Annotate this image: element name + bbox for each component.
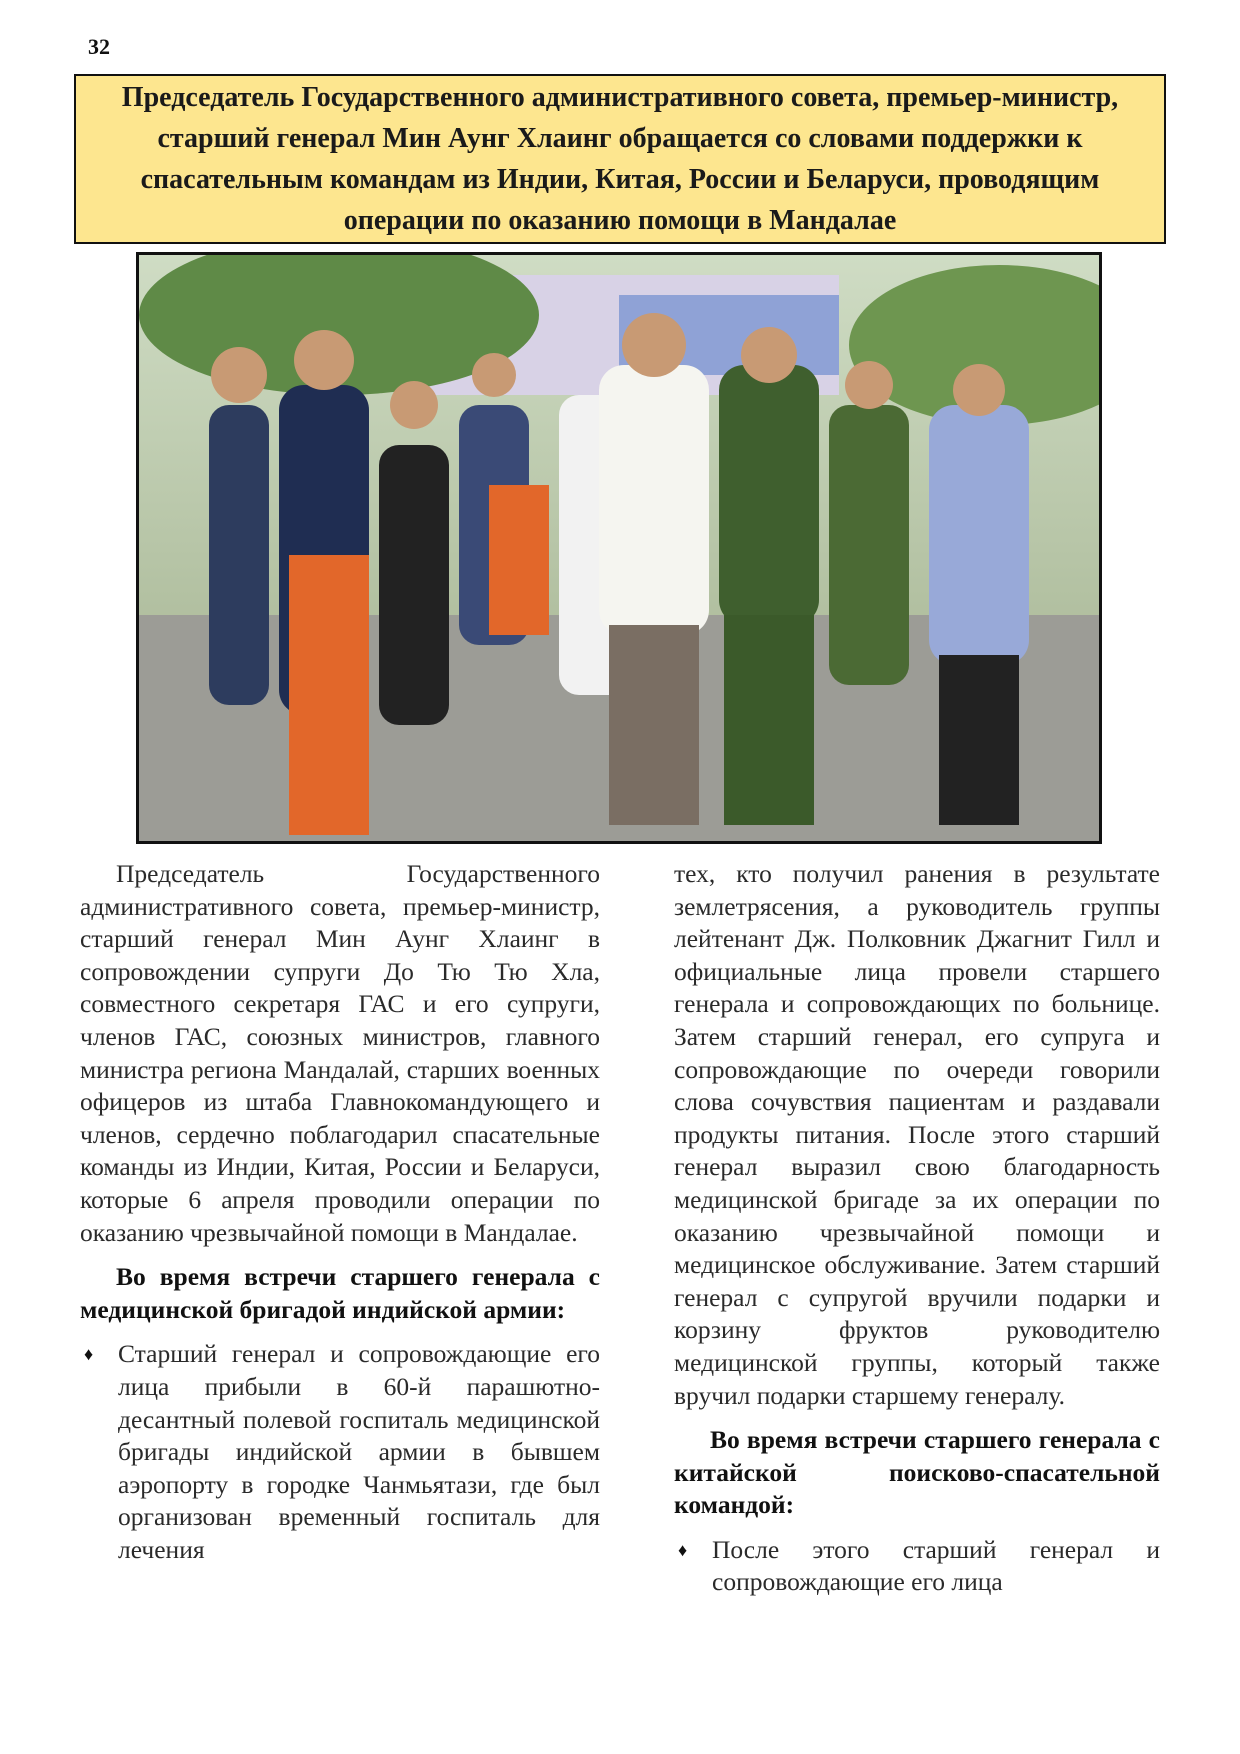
- bullet-text: Старший генерал и сопровождающие его лица прибыли в 60-й парашютно-десантный полевой госпиталь медицинской бригады индийской армии в бывшем аэропорту в городке Чанмьятази, где был организован временный госпиталь для лечения: [118, 1339, 600, 1564]
- right-column: [674, 858, 1160, 1599]
- page-number: 32: [88, 34, 110, 59]
- diamond-bullet-icon: ♦: [678, 1539, 688, 1560]
- bullet-item: [80, 1338, 600, 1566]
- article-title: Председатель Государственного административного совета, премьер-министр, старший генерал Мин Аунг Хлаинг обращается со словами поддержки к спасательным командам из Индии, Китая, России и Беларуси, проводящим операции по оказанию помощи в Мандалае: [121, 82, 1119, 236]
- paragraph-continued: тех, кто получил ранения в результате землетрясения, а руководитель группы лейтенант Дж. Полковник Джагнит Гилл и официальные лица провели старшего генерала и сопровождающих по больнице. Затем старший генерал, его супруга и сопровождающие по очереди говорили слова сочувствия пациентам и раздавали продукты питания. После этого старший генерал выразил свою благодарность медицинской бригаде за их операции по оказанию чрезвычайной помощи и медицинское обслуживание. Затем старший генерал с супругой вручили подарки и корзину фруктов руководителю медицинской группы, который также вручил подарки старшему генералу.: [674, 859, 1160, 1410]
- section-heading: Во время встречи старшего генерала с китайской поисково-спасательной командой:: [674, 1425, 1160, 1520]
- section-heading: Во время встречи старшего генерала с медицинской бригадой индийской армии:: [80, 1262, 600, 1324]
- news-photo: [136, 252, 1102, 844]
- bullet-item: [674, 1534, 1160, 1599]
- photo-illustration: [139, 255, 1099, 841]
- paragraph: Председатель Государственного административного совета, премьер-министр, старший генерал Мин Аунг Хлаинг в сопровождении супруги До Тю Тю Хла, совместного секретаря ГАС и его супруги, членов ГАС, союзных министров, главного министра региона Мандалай, старших военных офицеров из штаба Главнокомандующего и членов, сердечно поблагодарил спасательные команды из Индии, Китая, России и Беларуси, которые 6 апреля проводили операции по оказанию чрезвычайной помощи в Мандалае.: [80, 859, 600, 1247]
- bullet-text: После этого старший генерал и сопровождающие его лица: [712, 1534, 1160, 1597]
- diamond-bullet-icon: ♦: [84, 1344, 94, 1365]
- left-column: [80, 858, 600, 1566]
- title-box: [74, 74, 1166, 244]
